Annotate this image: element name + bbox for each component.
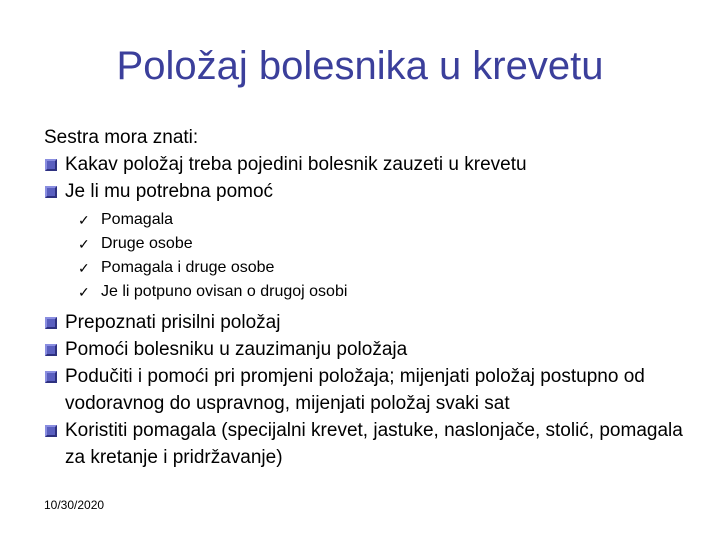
bullet-item bbox=[44, 151, 684, 178]
square-bullet-icon bbox=[45, 344, 57, 356]
square-bullet-icon bbox=[45, 317, 57, 329]
bullet-text: Kakav položaj treba pojedini bolesnik zauzeti u krevetu bbox=[65, 154, 527, 175]
bullet-item bbox=[44, 417, 684, 471]
sub-list-item bbox=[78, 280, 684, 304]
bullet-text: Pomoći bolesniku u zauzimanju položaja bbox=[65, 339, 408, 360]
sub-item-text: Druge osobe bbox=[101, 235, 193, 252]
sub-list-item bbox=[78, 232, 684, 256]
slide-date: 10/30/2020 bbox=[44, 498, 105, 512]
sub-list bbox=[78, 208, 684, 304]
bullet-group bbox=[44, 309, 684, 471]
intro-text: Sestra mora znati: bbox=[44, 127, 199, 148]
checkmark-icon: ✓ bbox=[78, 260, 90, 276]
square-bullet-icon bbox=[45, 159, 57, 171]
sub-item-text: Pomagala i druge osobe bbox=[101, 259, 275, 276]
sub-item-text: Pomagala bbox=[101, 211, 174, 228]
bullet-text: Koristiti pomagala (specijalni krevet, jastuke, naslonjače, stolić, pomagala za kretanje i pridržavanje) bbox=[65, 420, 683, 468]
square-bullet-icon bbox=[45, 186, 57, 198]
sub-list-item bbox=[78, 208, 684, 232]
checkmark-icon: ✓ bbox=[78, 284, 90, 300]
bullet-item bbox=[44, 309, 684, 336]
sub-list-item bbox=[78, 256, 684, 280]
checkmark-icon: ✓ bbox=[78, 236, 90, 252]
bullet-item bbox=[44, 178, 684, 205]
square-bullet-icon bbox=[45, 371, 57, 383]
bullet-text: Prepoznati prisilni položaj bbox=[65, 312, 281, 333]
bullet-item bbox=[44, 363, 684, 417]
bullet-item bbox=[44, 336, 684, 363]
slide-body bbox=[44, 124, 684, 471]
bullet-text: Je li mu potrebna pomoć bbox=[65, 181, 274, 202]
square-bullet-icon bbox=[45, 425, 57, 437]
bullet-text: Podučiti i pomoći pri promjeni položaja; mijenjati položaj postupno od vodoravnog do uspravnog, mijenjati položaj svaki sat bbox=[65, 366, 645, 414]
checkmark-icon: ✓ bbox=[78, 212, 90, 228]
sub-item-text: Je li potpuno ovisan o drugoj osobi bbox=[101, 283, 348, 300]
slide-title: Položaj bolesnika u krevetu bbox=[116, 44, 604, 88]
